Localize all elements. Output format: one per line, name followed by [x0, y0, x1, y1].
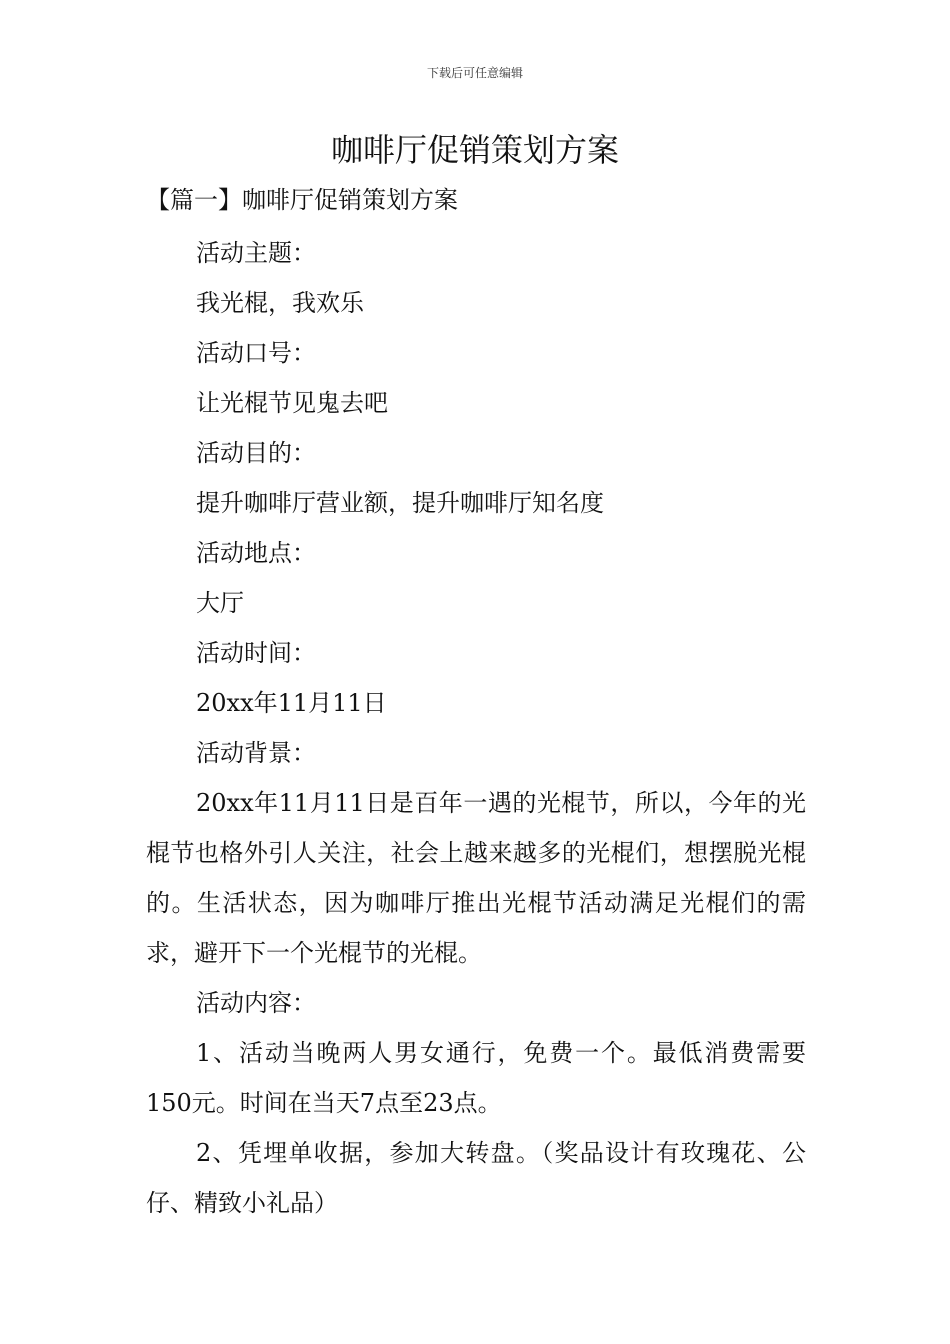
value-activity-time: 20xx年11月11日 [196, 689, 387, 717]
value-activity-slogan: 让光棍节见鬼去吧 [196, 389, 388, 417]
label-activity-theme: 活动主题： [196, 239, 316, 267]
label-activity-content: 活动内容： [196, 989, 316, 1017]
section-heading: 【篇一】咖啡厅促销策划方案 [146, 186, 458, 214]
value-activity-location: 大厅 [196, 589, 244, 617]
label-activity-background: 活动背景： [196, 739, 316, 767]
document-title: 咖啡厅促销策划方案 [330, 131, 619, 169]
background-paragraph: 20xx年11月11日是百年一遇的光棍节，所以，今年的光棍节也格外引人关注，社会上越来越多的光棍们，想摆脱光棍的。生活状态，因为咖啡厅推出光棍节活动满足光棍们的需求，避开下一个光棍节的光棍。 [146, 789, 806, 967]
label-activity-time: 活动时间： [196, 639, 316, 667]
label-activity-slogan: 活动口号： [196, 339, 316, 367]
label-activity-purpose: 活动目的： [196, 439, 316, 467]
header-note: 下载后可任意编辑 [426, 66, 523, 80]
document-body [146, 228, 806, 1228]
label-activity-location: 活动地点： [196, 539, 316, 567]
content-item: 1、活动当晚两人男女通行，免费一个。最低消费需要150元。时间在当天7点至23点。 [146, 1039, 806, 1117]
value-activity-purpose: 提升咖啡厅营业额，提升咖啡厅知名度 [196, 489, 604, 517]
content-item: 2、凭埋单收据，参加大转盘。（奖品设计有玫瑰花、公仔、精致小礼品） [146, 1139, 806, 1217]
value-activity-theme: 我光棍，我欢乐 [196, 289, 364, 317]
